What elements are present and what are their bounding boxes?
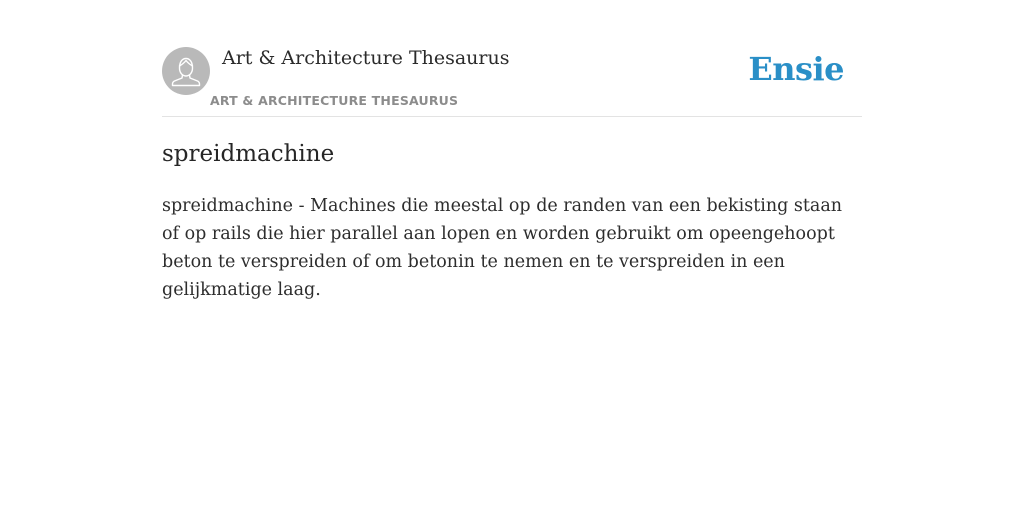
entry-header [162,40,862,117]
avatar[interactable] [162,47,210,95]
entry-definition: spreidmachine - Machines die meestal op de randen van een bekisting staan of op rails die hier parallel aan lopen en worden gebruikt om opeengehoopt beton te verspreiden of om betonin te nemen en te verspreiden in een gelijkmatige laag. [162,196,843,300]
entry-title: spreidmachine [162,141,335,167]
author-name[interactable]: Art & Architecture Thesaurus [222,47,510,69]
user-silhouette-icon [162,47,210,95]
brand-logo[interactable]: Ensie [748,50,844,88]
author-link[interactable]: ART & ARCHITECTURE THESAURUS [210,93,459,108]
